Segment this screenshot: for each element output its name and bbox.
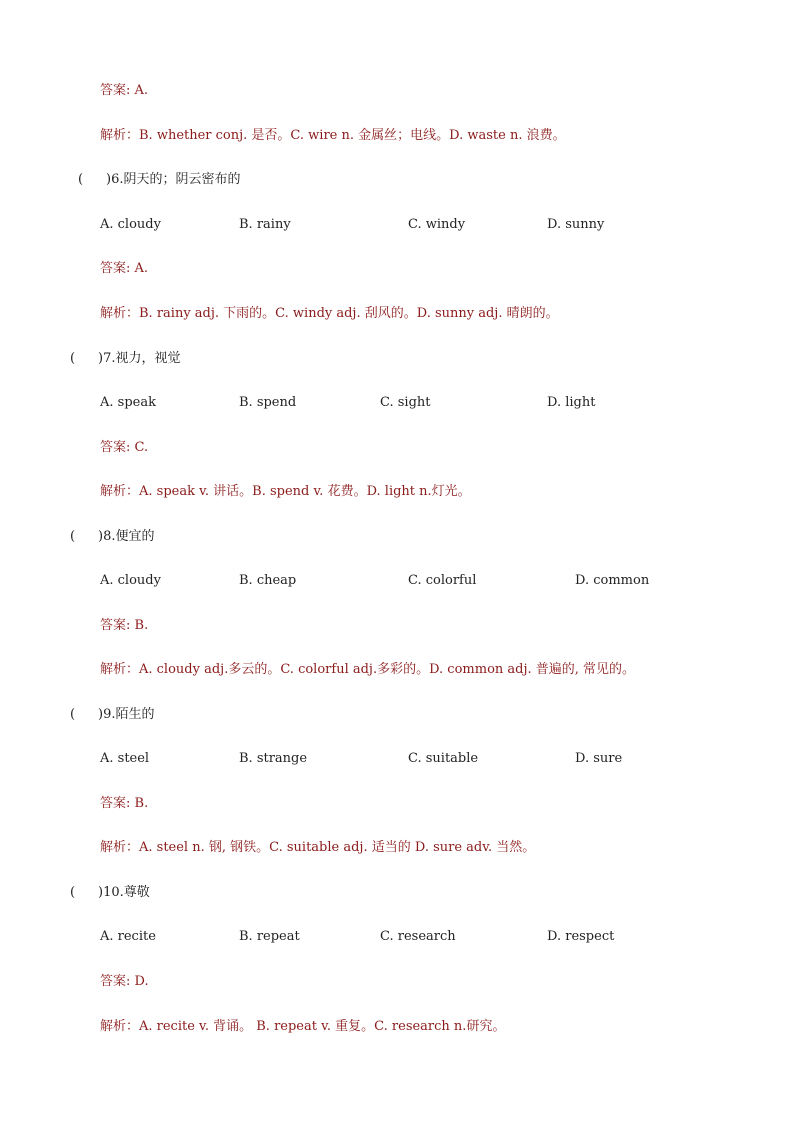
question-stem: )7.视力，视觉: [98, 351, 181, 366]
question-paren: (: [70, 707, 76, 722]
analysis-text: 解析：B. rainy adj. 下雨的。C. windy adj. 刮风的。D. sunny adj. 晴朗的。: [100, 306, 559, 321]
option-a: A. cloudy: [100, 217, 161, 232]
analysis-text: 解析：B. whether conj. 是否。C. wire n. 金属丝；电线。D. waste n. 浪费。: [100, 128, 566, 143]
question-10: [70, 884, 150, 902]
option-b: B. spend: [239, 395, 297, 410]
question-paren: (: [78, 172, 84, 187]
option-d: D. light: [547, 395, 596, 410]
question-stem: )10.尊敬: [98, 885, 150, 900]
question-paren: (: [70, 885, 76, 900]
option-a: A. speak: [100, 395, 156, 410]
option-c: C. sight: [380, 395, 431, 410]
option-b: B. cheap: [239, 573, 297, 588]
option-a: A. steel: [100, 751, 150, 766]
option-c: C. research: [380, 929, 456, 944]
option-b: B. rainy: [239, 217, 291, 232]
option-d: D. common: [575, 573, 650, 588]
question-8: [70, 528, 154, 546]
question-7: [70, 350, 180, 368]
option-c: C. colorful: [408, 573, 477, 588]
question-stem: )8.便宜的: [98, 529, 155, 544]
option-c: C. suitable: [408, 751, 479, 766]
option-d: D. sure: [575, 751, 623, 766]
option-a: A. recite: [100, 929, 156, 944]
answer-text: 答案: D.: [100, 974, 149, 989]
question-stem: )6.阴天的；阴云密布的: [106, 172, 241, 187]
option-b: B. repeat: [239, 929, 300, 944]
answer-text: 答案: C.: [100, 440, 149, 455]
option-b: B. strange: [239, 751, 308, 766]
question-9: [70, 706, 154, 724]
analysis-text: 解析：A. cloudy adj.多云的。C. colorful adj.多彩的。D. common adj. 普遍的, 常见的。: [100, 662, 636, 677]
option-d: D. sunny: [547, 217, 605, 232]
analysis-text: 解析：A. recite v. 背诵。 B. repeat v. 重复。C. research n.研究。: [100, 1019, 506, 1034]
answer-text: 答案: B.: [100, 796, 149, 811]
answer-text: 答案: A.: [100, 261, 149, 276]
question-stem: )9.陌生的: [98, 707, 155, 722]
answer-text: 答案: A.: [100, 83, 149, 98]
option-c: C. windy: [408, 217, 466, 232]
question-paren: (: [70, 529, 76, 544]
option-a: A. cloudy: [100, 573, 161, 588]
option-d: D. respect: [547, 929, 615, 944]
question-6: [78, 171, 240, 189]
answer-text: 答案: B.: [100, 618, 149, 633]
question-paren: (: [70, 351, 76, 366]
analysis-text: 解析：A. steel n. 钢, 钢铁。C. suitable adj. 适当的 D. sure adv. 当然。: [100, 840, 536, 855]
analysis-text: 解析：A. speak v. 讲话。B. spend v. 花费。D. light n.灯光。: [100, 484, 471, 499]
